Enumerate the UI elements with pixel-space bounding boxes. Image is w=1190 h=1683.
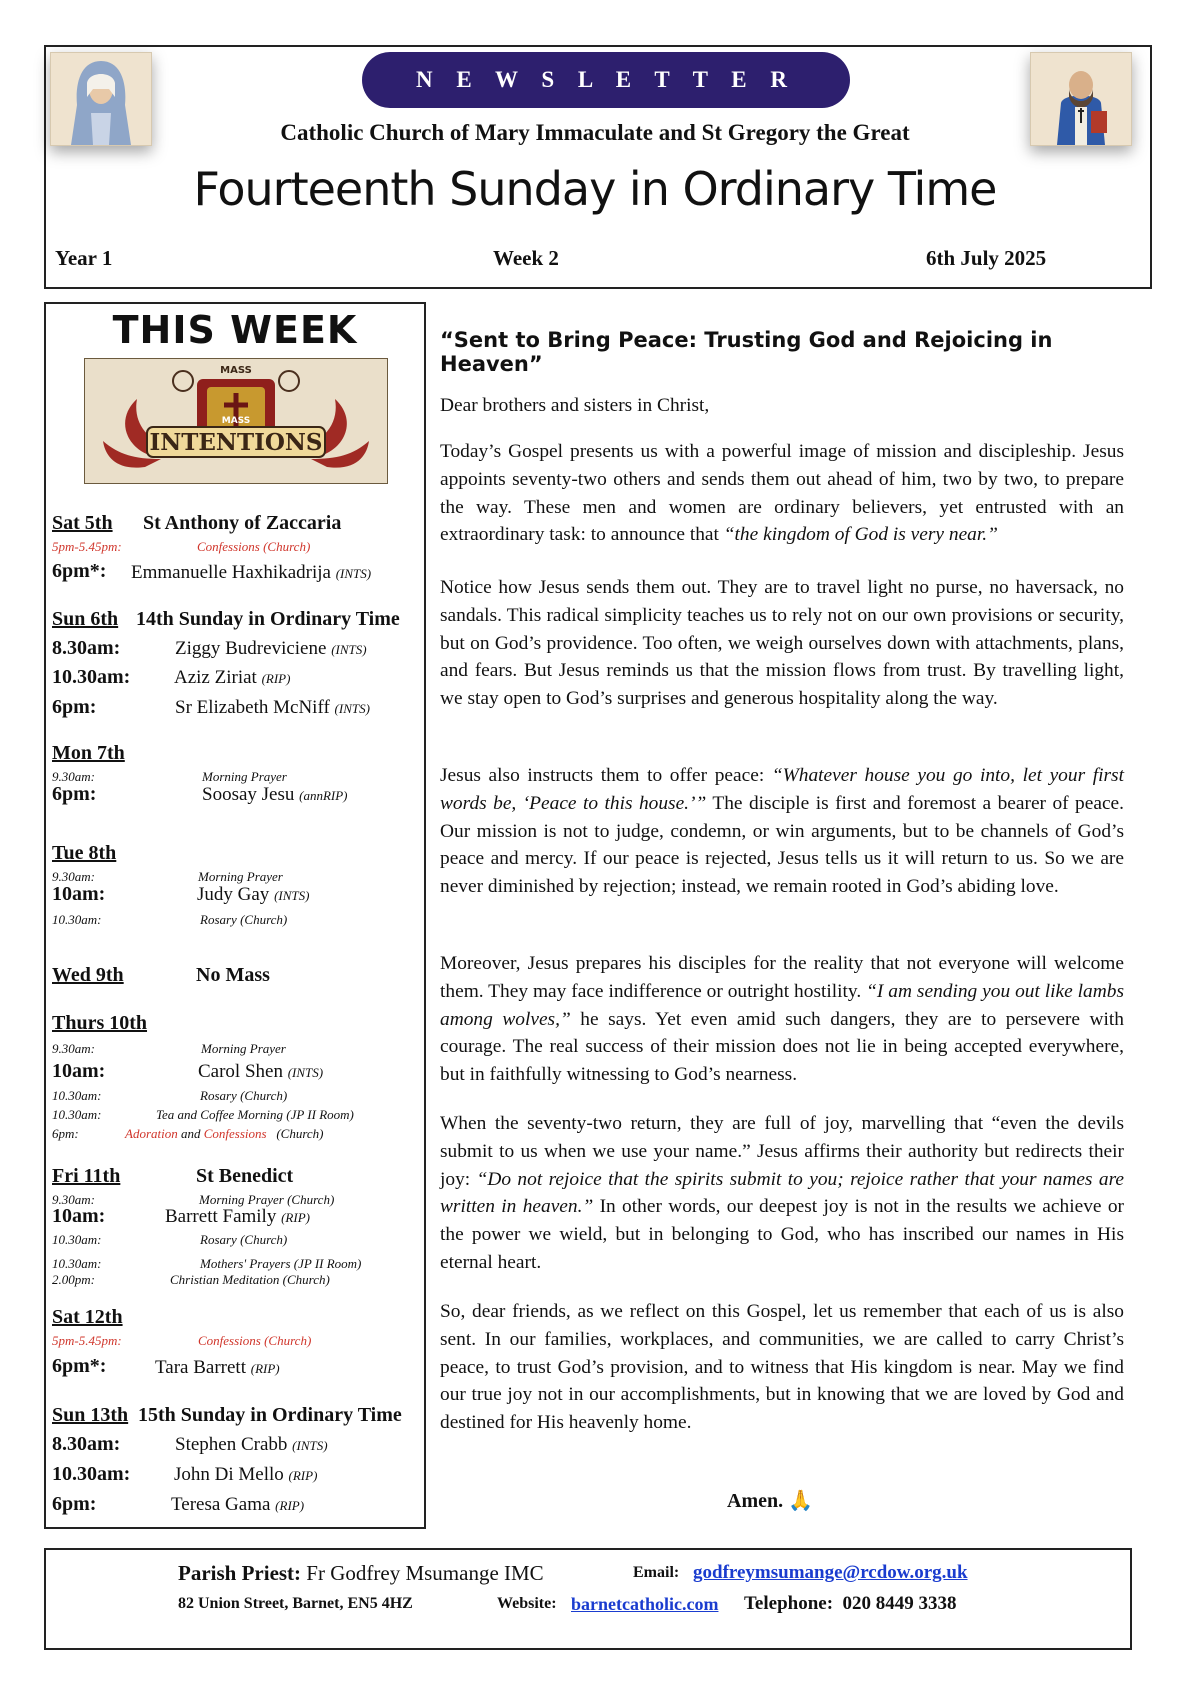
time-thu10-5: 6pm: (52, 1126, 79, 1141)
newsletter-date: 6th July 2025 (926, 246, 1047, 270)
event-thu10-1: Morning Prayer (201, 1041, 286, 1056)
time-fri11-5: 2.00pm: (52, 1272, 95, 1287)
intention-sat5-2: Emmanuelle Haxhikadrija (INTS) (131, 562, 372, 583)
day-fri11: Fri 11th (52, 1165, 121, 1187)
intention-sun13-3: Teresa Gama (RIP) (171, 1494, 305, 1515)
parish-address: 82 Union Street, Barnet, EN5 4HZ (178, 1595, 413, 1612)
praying-hands-icon: 🙏 (788, 1488, 814, 1512)
event-fri11-3: Rosary (Church) (200, 1232, 288, 1247)
event-fri11-1: Morning Prayer (Church) (199, 1192, 335, 1207)
time-tue8-2: 10am: (52, 883, 106, 905)
website-link[interactable]: barnetcatholic.com (571, 1594, 719, 1614)
telephone: Telephone: 020 8449 3338 (744, 1593, 957, 1614)
time-fri11-4: 10.30am: (52, 1256, 102, 1271)
page-title: Fourteenth Sunday in Ordinary Time (193, 162, 997, 216)
time-thu10-4: 10.30am: (52, 1107, 102, 1122)
feast-sun6: 14th Sunday in Ordinary Time (136, 608, 400, 630)
intention-sun13-1: Stephen Crabb (INTS) (175, 1434, 328, 1455)
time-mon7-2: 6pm: (52, 783, 97, 805)
this-week-heading: THIS WEEK (112, 308, 358, 352)
article-greeting: Dear brothers and sisters in Christ, (440, 395, 710, 416)
time-sun6-3: 6pm: (52, 696, 97, 718)
event-sat5-1: Confessions (Church) (197, 539, 311, 554)
mass-intentions-image (84, 358, 388, 484)
event-mon7-1: Morning Prayer (202, 769, 287, 784)
image-intentions-text: INTENTIONS (149, 429, 323, 456)
time-tue8-3: 10.30am: (52, 912, 102, 927)
email-label: Email: (633, 1564, 680, 1581)
event-thu10-3: Rosary (Church) (200, 1088, 288, 1103)
feast-sun13: 15th Sunday in Ordinary Time (138, 1404, 402, 1426)
article-paragraph-2: Notice how Jesus sends them out. They are to travel light no purse, no haversack, no sandals. This radical simplicity teaches us to rely not on our own provisions or security, but on God’s providence. Too often, we weigh ourselves down with attachments, plans, and fears. But Jesus reminds us that the mission flows from trust. By travelling light, we stay open to God’s surprises and generous hospitality along the way. (440, 577, 1124, 710)
day-sun13: Sun 13th (52, 1404, 129, 1426)
image-mass-top-text: MASS (220, 365, 252, 376)
article-paragraph-3: Jesus also instructs them to offer peace: “Whatever house you go into, let your first words be, ‘Peace to this house.’” The disciple is first and foremost a bearer of peace. Our mission is not to judge, condemn, or win arguments, but to be channels of God’s peace and mercy. If our peace is rejected, Jesus tells us it will return to us. So we are never diminished by rejection; instead, we remain rooted in God’s abiding love. (440, 765, 1125, 898)
time-sat5-1: 5pm-5.45pm: (52, 539, 122, 554)
article-closing: Amen. 🙏 (727, 1488, 814, 1512)
time-sun13-2: 10.30am: (52, 1463, 131, 1485)
event-sat12-1: Confessions (Church) (198, 1333, 312, 1348)
day-sat5: Sat 5th (52, 512, 113, 534)
day-sun6: Sun 6th (52, 608, 119, 630)
intention-mon7-2: Soosay Jesu (annRIP) (202, 784, 348, 805)
day-mon7: Mon 7th (52, 742, 125, 764)
time-sat12-2: 6pm*: (52, 1355, 107, 1377)
time-sun13-1: 8.30am: (52, 1433, 121, 1455)
intention-sat12-2: Tara Barrett (RIP) (155, 1357, 280, 1378)
time-sat5-2: 6pm*: (52, 560, 107, 582)
time-tue8-1: 9.30am: (52, 869, 95, 884)
email-link[interactable]: godfreymsumange@rcdow.org.uk (693, 1562, 968, 1583)
event-fri11-5: Christian Meditation (Church) (170, 1272, 330, 1287)
intention-sun6-2: Aziz Ziriat (RIP) (174, 667, 291, 688)
time-sat12-1: 5pm-5.45pm: (52, 1333, 122, 1348)
event-fri11-4: Mothers' Prayers (JP II Room) (200, 1256, 362, 1271)
website-label: Website: (497, 1595, 557, 1612)
day-tue8: Tue 8th (52, 842, 117, 864)
feast-sat5: St Anthony of Zaccaria (143, 512, 342, 534)
liturgical-year: Year 1 (55, 246, 113, 270)
intention-sun6-1: Ziggy Budreviciene (INTS) (175, 638, 367, 659)
time-fri11-1: 9.30am: (52, 1192, 95, 1207)
intention-tue8-2: Judy Gay (INTS) (197, 884, 310, 905)
intention-sun6-3: Sr Elizabeth McNiff (INTS) (175, 697, 370, 718)
intention-fri11-2: Barrett Family (RIP) (165, 1206, 310, 1227)
liturgical-week: Week 2 (493, 246, 559, 270)
event-thu10-5: Adoration and Confessions (Church) (125, 1126, 324, 1141)
event-thu10-4: Tea and Coffee Morning (JP II Room) (156, 1107, 354, 1122)
church-name: Catholic Church of Mary Immaculate and St Gregory the Great (280, 120, 910, 145)
article-paragraph-1: Today’s Gospel presents us with a powerful image of mission and discipleship. Jesus appoints seventy-two others and sends them out ahead of him, two by two, to prepare the way. These men and women are ordinary believers, yet entrusted with an extraordinary task: to announce that “the kingdom of God is very near.” (440, 441, 1124, 546)
day-thu10: Thurs 10th (52, 1012, 148, 1034)
time-sun6-1: 8.30am: (52, 637, 121, 659)
article-paragraph-6: So, dear friends, as we reflect on this Gospel, let us remember that each of us is also sent. In our families, workplaces, and communities, we are called to carry Christ’s peace, to trust God’s provision, and to witness that His kingdom is near. May we find our true joy not in our accomplishments, but in knowing that we are loved by God and destined for His heavenly home. (440, 1301, 1124, 1434)
time-fri11-3: 10.30am: (52, 1232, 102, 1247)
time-fri11-2: 10am: (52, 1205, 106, 1227)
time-sun13-3: 6pm: (52, 1493, 97, 1515)
article-paragraph-5: When the seventy-two return, they are full of joy, marvelling that “even the devils submit to us when we use your name.” Jesus affirms their authority but redirects their joy: “Do not rejoice that the spirits submit to you; rejoice rather that your names are written in heaven.” In other words, our deepest joy is not in the results we achieve or the power we wield, but in belonging to God, who has inscribed our names in His eternal heart. (440, 1113, 1124, 1273)
time-thu10-2: 10am: (52, 1060, 106, 1082)
time-sun6-2: 10.30am: (52, 666, 131, 688)
article-paragraph-4: Moreover, Jesus prepares his disciples for the reality that not everyone will welcome them. They may face indifference or outright hostility. “I am sending you out like lambs among wolves,” he says. Yet even amid such dangers, they are to persevere with courage. The real success of their mission does not lie in being accepted everywhere, but in faithfully witnessing to God’s nearness. (440, 953, 1124, 1086)
time-thu10-3: 10.30am: (52, 1088, 102, 1103)
newsletter-banner: N E W S L E T T E R (362, 52, 850, 108)
intention-sun13-2: John Di Mello (RIP) (174, 1464, 318, 1485)
feast-fri11: St Benedict (196, 1165, 294, 1187)
article-title: “Sent to Bring Peace: Trusting God and Rejoicing in Heaven” (440, 328, 1053, 376)
event-tue8-1: Morning Prayer (198, 869, 283, 884)
time-mon7-1: 9.30am: (52, 769, 95, 784)
no-mass-wed9: No Mass (196, 964, 270, 986)
event-tue8-3: Rosary (Church) (200, 912, 288, 927)
intention-thu10-2: Carol Shen (INTS) (198, 1061, 324, 1082)
parish-priest: Parish Priest: Fr Godfrey Msumange IMC (178, 1561, 544, 1585)
time-thu10-1: 9.30am: (52, 1041, 95, 1056)
day-wed9: Wed 9th (52, 964, 124, 986)
day-sat12: Sat 12th (52, 1306, 123, 1328)
image-mass-mid-text: MASS (221, 416, 251, 426)
